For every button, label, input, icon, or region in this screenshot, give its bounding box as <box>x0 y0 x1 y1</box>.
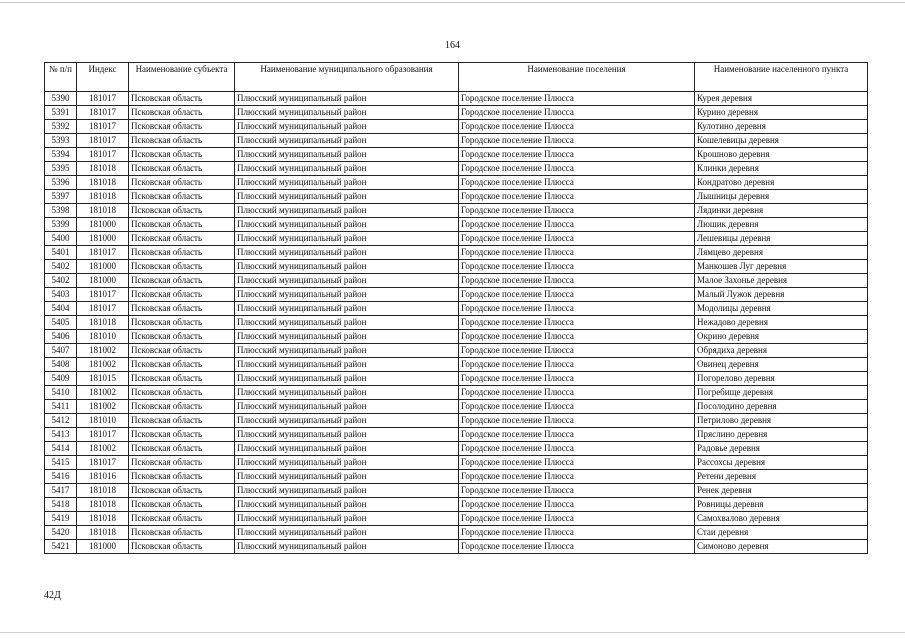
table-row <box>45 232 868 246</box>
table-row <box>45 428 868 442</box>
table-row <box>45 204 868 218</box>
table-row <box>45 540 868 554</box>
cell-number: 5390 <box>45 92 77 106</box>
cell-number: 5416 <box>45 470 77 484</box>
table-row <box>45 498 868 512</box>
cell-municipality: Плюсский муниципальный район <box>235 470 459 484</box>
table-body <box>45 92 868 554</box>
cell-locality: Лешевицы деревня <box>695 232 868 246</box>
cell-municipality: Плюсский муниципальный район <box>235 540 459 554</box>
header-municipality: Наименование муниципального образования <box>235 63 459 92</box>
cell-subject: Псковская область <box>129 400 235 414</box>
cell-subject: Псковская область <box>129 218 235 232</box>
table-row <box>45 246 868 260</box>
cell-settlement: Городское поселение Плюсса <box>459 162 695 176</box>
cell-locality: Модолицы деревня <box>695 302 868 316</box>
cell-municipality: Плюсский муниципальный район <box>235 260 459 274</box>
cell-index: 181010 <box>77 414 129 428</box>
cell-index: 181018 <box>77 316 129 330</box>
table-row <box>45 134 868 148</box>
cell-number: 5410 <box>45 386 77 400</box>
cell-locality: Симоново деревня <box>695 540 868 554</box>
cell-locality: Стаи деревня <box>695 526 868 540</box>
cell-index: 181018 <box>77 190 129 204</box>
cell-locality: Кошелевицы деревня <box>695 134 868 148</box>
table-header <box>45 63 868 92</box>
cell-municipality: Плюсский муниципальный район <box>235 400 459 414</box>
cell-municipality: Плюсский муниципальный район <box>235 414 459 428</box>
cell-number: 5393 <box>45 134 77 148</box>
cell-settlement: Городское поселение Плюсса <box>459 428 695 442</box>
cell-number: 5399 <box>45 218 77 232</box>
cell-index: 181000 <box>77 274 129 288</box>
cell-locality: Петрилово деревня <box>695 414 868 428</box>
cell-subject: Псковская область <box>129 148 235 162</box>
cell-municipality: Плюсский муниципальный район <box>235 176 459 190</box>
cell-number: 5420 <box>45 526 77 540</box>
cell-locality: Посолодино деревня <box>695 400 868 414</box>
cell-index: 181017 <box>77 120 129 134</box>
cell-locality: Кулотино деревня <box>695 120 868 134</box>
cell-number: 5398 <box>45 204 77 218</box>
cell-settlement: Городское поселение Плюсса <box>459 386 695 400</box>
cell-municipality: Плюсский муниципальный район <box>235 512 459 526</box>
cell-municipality: Плюсский муниципальный район <box>235 190 459 204</box>
cell-municipality: Плюсский муниципальный район <box>235 344 459 358</box>
cell-settlement: Городское поселение Плюсса <box>459 246 695 260</box>
cell-settlement: Городское поселение Плюсса <box>459 148 695 162</box>
cell-locality: Овинец деревня <box>695 358 868 372</box>
table-row <box>45 526 868 540</box>
cell-settlement: Городское поселение Плюсса <box>459 260 695 274</box>
cell-index: 181017 <box>77 428 129 442</box>
cell-index: 181002 <box>77 442 129 456</box>
cell-subject: Псковская область <box>129 442 235 456</box>
cell-subject: Псковская область <box>129 540 235 554</box>
cell-locality: Обрядиха деревня <box>695 344 868 358</box>
cell-index: 181018 <box>77 526 129 540</box>
cell-subject: Псковская область <box>129 246 235 260</box>
cell-locality: Манкошев Луг деревня <box>695 260 868 274</box>
table-row <box>45 442 868 456</box>
cell-index: 181018 <box>77 484 129 498</box>
cell-index: 181018 <box>77 498 129 512</box>
table-row <box>45 456 868 470</box>
cell-index: 181002 <box>77 344 129 358</box>
cell-municipality: Плюсский муниципальный район <box>235 120 459 134</box>
cell-municipality: Плюсский муниципальный район <box>235 148 459 162</box>
cell-municipality: Плюсский муниципальный район <box>235 526 459 540</box>
cell-subject: Псковская область <box>129 512 235 526</box>
cell-number: 5406 <box>45 330 77 344</box>
cell-settlement: Городское поселение Плюсса <box>459 218 695 232</box>
cell-locality: Ретени деревня <box>695 470 868 484</box>
cell-settlement: Городское поселение Плюсса <box>459 330 695 344</box>
cell-locality: Малое Захонье деревня <box>695 274 868 288</box>
cell-locality: Ровницы деревня <box>695 498 868 512</box>
scan-border-bottom <box>0 632 905 633</box>
cell-municipality: Плюсский муниципальный район <box>235 274 459 288</box>
cell-number: 5402 <box>45 260 77 274</box>
cell-settlement: Городское поселение Плюсса <box>459 512 695 526</box>
table-row <box>45 372 868 386</box>
cell-subject: Псковская область <box>129 456 235 470</box>
cell-municipality: Плюсский муниципальный район <box>235 358 459 372</box>
cell-municipality: Плюсский муниципальный район <box>235 106 459 120</box>
cell-index: 181017 <box>77 302 129 316</box>
table-row <box>45 400 868 414</box>
cell-settlement: Городское поселение Плюсса <box>459 526 695 540</box>
table-row <box>45 162 868 176</box>
cell-settlement: Городское поселение Плюсса <box>459 358 695 372</box>
cell-number: 5394 <box>45 148 77 162</box>
table-row <box>45 218 868 232</box>
cell-index: 181017 <box>77 148 129 162</box>
cell-locality: Пряслино деревня <box>695 428 868 442</box>
table-row <box>45 484 868 498</box>
cell-subject: Псковская область <box>129 428 235 442</box>
table-row <box>45 330 868 344</box>
cell-subject: Псковская область <box>129 288 235 302</box>
cell-index: 181002 <box>77 386 129 400</box>
table-row <box>45 106 868 120</box>
cell-municipality: Плюсский муниципальный район <box>235 456 459 470</box>
cell-index: 181018 <box>77 204 129 218</box>
cell-municipality: Плюсский муниципальный район <box>235 428 459 442</box>
cell-index: 181010 <box>77 330 129 344</box>
cell-settlement: Городское поселение Плюсса <box>459 540 695 554</box>
header-index: Индекс <box>77 63 129 92</box>
cell-index: 181015 <box>77 372 129 386</box>
cell-subject: Псковская область <box>129 190 235 204</box>
cell-subject: Псковская область <box>129 134 235 148</box>
cell-settlement: Городское поселение Плюсса <box>459 176 695 190</box>
cell-settlement: Городское поселение Плюсса <box>459 92 695 106</box>
cell-settlement: Городское поселение Плюсса <box>459 316 695 330</box>
cell-municipality: Плюсский муниципальный район <box>235 232 459 246</box>
cell-municipality: Плюсский муниципальный район <box>235 288 459 302</box>
cell-index: 181000 <box>77 232 129 246</box>
cell-locality: Радовье деревня <box>695 442 868 456</box>
table-row <box>45 176 868 190</box>
cell-settlement: Городское поселение Плюсса <box>459 190 695 204</box>
cell-locality: Курино деревня <box>695 106 868 120</box>
cell-settlement: Городское поселение Плюсса <box>459 484 695 498</box>
cell-locality: Ренек деревня <box>695 484 868 498</box>
cell-number: 5391 <box>45 106 77 120</box>
cell-subject: Псковская область <box>129 498 235 512</box>
cell-municipality: Плюсский муниципальный район <box>235 498 459 512</box>
cell-number: 5405 <box>45 316 77 330</box>
cell-settlement: Городское поселение Плюсса <box>459 204 695 218</box>
cell-index: 181017 <box>77 288 129 302</box>
table-row <box>45 414 868 428</box>
cell-subject: Псковская область <box>129 260 235 274</box>
table-row <box>45 274 868 288</box>
cell-municipality: Плюсский муниципальный район <box>235 92 459 106</box>
header-number: № п/п <box>45 63 77 92</box>
cell-index: 181018 <box>77 512 129 526</box>
cell-index: 181018 <box>77 176 129 190</box>
cell-number: 5404 <box>45 302 77 316</box>
cell-subject: Псковская область <box>129 372 235 386</box>
cell-number: 5408 <box>45 358 77 372</box>
cell-number: 5418 <box>45 498 77 512</box>
cell-settlement: Городское поселение Плюсса <box>459 344 695 358</box>
cell-settlement: Городское поселение Плюсса <box>459 106 695 120</box>
cell-locality: Малый Лужок деревня <box>695 288 868 302</box>
cell-settlement: Городское поселение Плюсса <box>459 232 695 246</box>
cell-municipality: Плюсский муниципальный район <box>235 484 459 498</box>
cell-number: 5421 <box>45 540 77 554</box>
cell-settlement: Городское поселение Плюсса <box>459 120 695 134</box>
cell-settlement: Городское поселение Плюсса <box>459 414 695 428</box>
cell-municipality: Плюсский муниципальный район <box>235 386 459 400</box>
cell-number: 5402 <box>45 274 77 288</box>
cell-municipality: Плюсский муниципальный район <box>235 372 459 386</box>
table-row <box>45 260 868 274</box>
cell-municipality: Плюсский муниципальный район <box>235 134 459 148</box>
cell-municipality: Плюсский муниципальный район <box>235 204 459 218</box>
cell-index: 181000 <box>77 218 129 232</box>
cell-number: 5412 <box>45 414 77 428</box>
cell-locality: Курея деревня <box>695 92 868 106</box>
cell-number: 5414 <box>45 442 77 456</box>
cell-index: 181017 <box>77 106 129 120</box>
table-row <box>45 92 868 106</box>
cell-subject: Псковская область <box>129 274 235 288</box>
header-locality: Наименование населенного пункта <box>695 63 868 92</box>
table-row <box>45 190 868 204</box>
cell-index: 181002 <box>77 400 129 414</box>
cell-subject: Псковская область <box>129 484 235 498</box>
cell-index: 181018 <box>77 162 129 176</box>
cell-municipality: Плюсский муниципальный район <box>235 330 459 344</box>
table-row <box>45 386 868 400</box>
cell-locality: Лышницы деревня <box>695 190 868 204</box>
cell-number: 5401 <box>45 246 77 260</box>
cell-number: 5392 <box>45 120 77 134</box>
header-settlement: Наименование поселения <box>459 63 695 92</box>
cell-locality: Лямцево деревня <box>695 246 868 260</box>
cell-subject: Псковская область <box>129 316 235 330</box>
cell-settlement: Городское поселение Плюсса <box>459 372 695 386</box>
table-row <box>45 120 868 134</box>
table-row <box>45 344 868 358</box>
table-row <box>45 470 868 484</box>
cell-subject: Псковская область <box>129 302 235 316</box>
cell-municipality: Плюсский муниципальный район <box>235 162 459 176</box>
cell-subject: Псковская область <box>129 344 235 358</box>
cell-settlement: Городское поселение Плюсса <box>459 134 695 148</box>
scan-border-top <box>0 2 905 3</box>
cell-number: 5396 <box>45 176 77 190</box>
table-row <box>45 512 868 526</box>
cell-index: 181000 <box>77 260 129 274</box>
cell-locality: Рассохсы деревня <box>695 456 868 470</box>
cell-locality: Погорелово деревня <box>695 372 868 386</box>
cell-settlement: Городское поселение Плюсса <box>459 400 695 414</box>
cell-settlement: Городское поселение Плюсса <box>459 274 695 288</box>
cell-number: 5409 <box>45 372 77 386</box>
cell-subject: Псковская область <box>129 204 235 218</box>
table-row <box>45 148 868 162</box>
cell-settlement: Городское поселение Плюсса <box>459 456 695 470</box>
cell-subject: Псковская область <box>129 386 235 400</box>
cell-subject: Псковская область <box>129 120 235 134</box>
cell-settlement: Городское поселение Плюсса <box>459 288 695 302</box>
cell-number: 5397 <box>45 190 77 204</box>
cell-locality: Окрино деревня <box>695 330 868 344</box>
header-row <box>45 63 868 92</box>
cell-locality: Кондратово деревня <box>695 176 868 190</box>
cell-index: 181017 <box>77 134 129 148</box>
cell-index: 181017 <box>77 456 129 470</box>
cell-subject: Псковская область <box>129 470 235 484</box>
cell-settlement: Городское поселение Плюсса <box>459 470 695 484</box>
cell-subject: Псковская область <box>129 176 235 190</box>
cell-subject: Псковская область <box>129 414 235 428</box>
cell-number: 5395 <box>45 162 77 176</box>
cell-subject: Псковская область <box>129 162 235 176</box>
cell-subject: Псковская область <box>129 106 235 120</box>
cell-municipality: Плюсский муниципальный район <box>235 302 459 316</box>
cell-subject: Псковская область <box>129 526 235 540</box>
cell-index: 181002 <box>77 358 129 372</box>
table-row <box>45 288 868 302</box>
cell-number: 5415 <box>45 456 77 470</box>
cell-locality: Люшик деревня <box>695 218 868 232</box>
table-row <box>45 358 868 372</box>
cell-settlement: Городское поселение Плюсса <box>459 302 695 316</box>
cell-settlement: Городское поселение Плюсса <box>459 498 695 512</box>
footer-code: 42Д <box>44 590 61 601</box>
cell-locality: Крошново деревня <box>695 148 868 162</box>
cell-locality: Клинки деревня <box>695 162 868 176</box>
cell-municipality: Плюсский муниципальный район <box>235 316 459 330</box>
header-subject: Наименование субъекта <box>129 63 235 92</box>
cell-number: 5411 <box>45 400 77 414</box>
cell-index: 181016 <box>77 470 129 484</box>
cell-number: 5413 <box>45 428 77 442</box>
cell-index: 181017 <box>77 92 129 106</box>
cell-subject: Псковская область <box>129 92 235 106</box>
cell-municipality: Плюсский муниципальный район <box>235 442 459 456</box>
page-number: 164 <box>445 40 460 51</box>
cell-subject: Псковская область <box>129 330 235 344</box>
cell-locality: Лядинки деревня <box>695 204 868 218</box>
cell-number: 5417 <box>45 484 77 498</box>
cell-subject: Псковская область <box>129 358 235 372</box>
cell-index: 181017 <box>77 246 129 260</box>
cell-municipality: Плюсский муниципальный район <box>235 218 459 232</box>
cell-number: 5419 <box>45 512 77 526</box>
cell-settlement: Городское поселение Плюсса <box>459 442 695 456</box>
cell-locality: Самохвалово деревня <box>695 512 868 526</box>
table-row <box>45 316 868 330</box>
cell-number: 5400 <box>45 232 77 246</box>
cell-number: 5403 <box>45 288 77 302</box>
cell-locality: Погребище деревня <box>695 386 868 400</box>
settlements-table <box>44 62 868 554</box>
cell-index: 181000 <box>77 540 129 554</box>
table-row <box>45 302 868 316</box>
cell-subject: Псковская область <box>129 232 235 246</box>
cell-locality: Нежадово деревня <box>695 316 868 330</box>
cell-number: 5407 <box>45 344 77 358</box>
cell-municipality: Плюсский муниципальный район <box>235 246 459 260</box>
